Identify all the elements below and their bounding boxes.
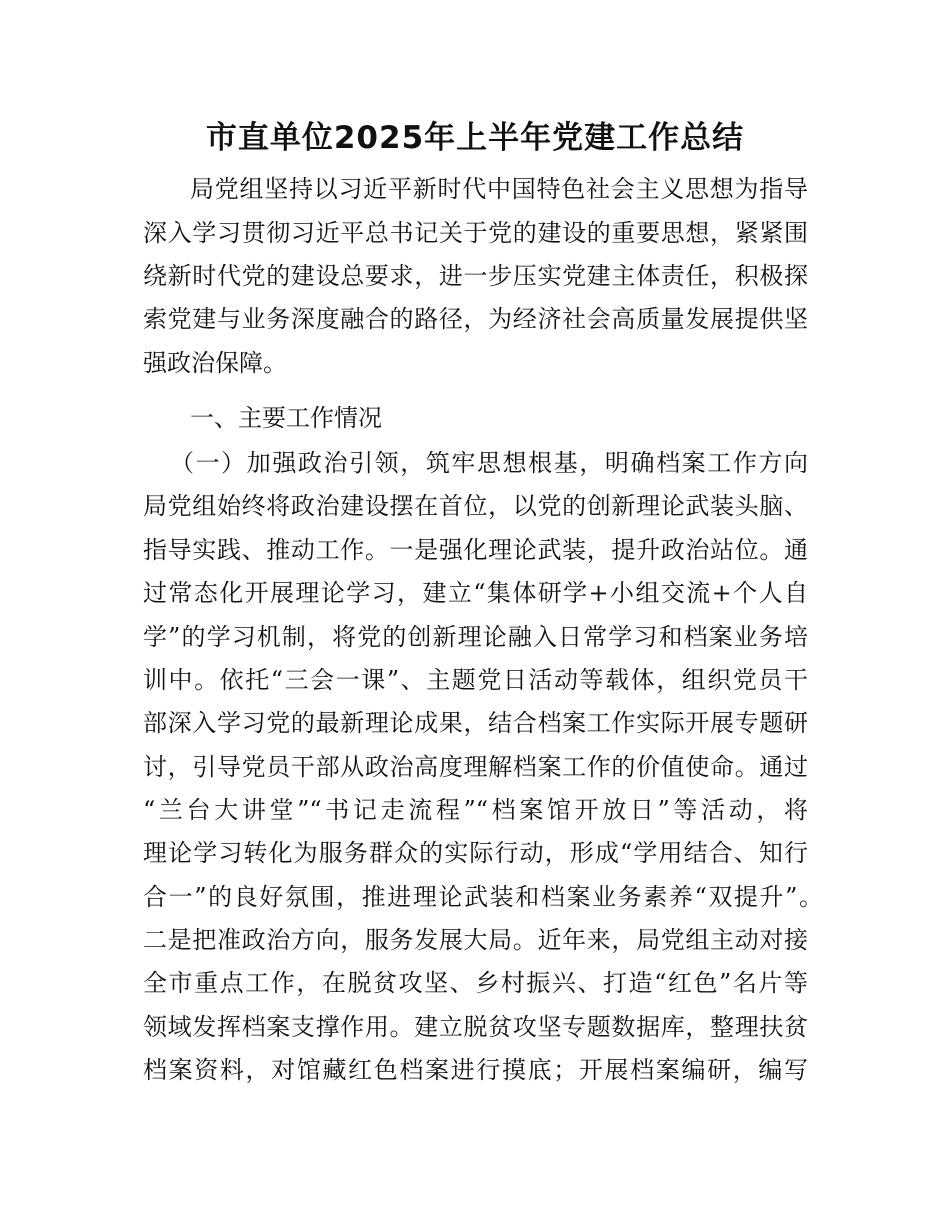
intro-line: 深入学习贯彻习近平总书记关于党的建设的重要思想，紧紧围 bbox=[143, 219, 808, 247]
body-line: 部深入学习党的最新理论成果，结合档案工作实际开展专题研 bbox=[143, 709, 808, 737]
body-line: 过常态化开展理论学习，建立“集体研学+小组交流+个人自 bbox=[143, 579, 808, 607]
body-line: 指导实践、推动工作。一是强化理论武装，提升政治站位。通 bbox=[143, 536, 808, 564]
body-line: “兰台大讲堂”“书记走流程”“档案馆开放日”等活动，将 bbox=[143, 796, 808, 824]
body-line: 领域发挥档案支撑作用。建立脱贫攻坚专题数据库，整理扶贫 bbox=[143, 1013, 808, 1041]
intro-line: 索党建与业务深度融合的路径，为经济社会高质量发展提供坚 bbox=[143, 305, 808, 333]
body-line: 全市重点工作，在脱贫攻坚、乡村振兴、打造“红色”名片等 bbox=[143, 969, 808, 997]
section-heading: 一、主要工作情况 bbox=[190, 404, 382, 432]
body-line: 理论学习转化为服务群众的实际行动，形成“学用结合、知行 bbox=[143, 839, 808, 867]
intro-line: 绕新时代党的建设总要求，进一步压实党建主体责任，积极探 bbox=[143, 262, 808, 290]
body-line: 训中。依托“三会一课”、主题党日活动等载体，组织党员干 bbox=[143, 666, 808, 694]
body-line: 二是把准政治方向，服务发展大局。近年来，局党组主动对接 bbox=[143, 926, 808, 954]
document-title: 市直单位2025年上半年党建工作总结 bbox=[205, 120, 745, 156]
body-line: 局党组始终将政治建设摆在首位，以党的创新理论武装头脑、 bbox=[143, 492, 808, 520]
intro-line: 强政治保障。 bbox=[143, 349, 287, 377]
body-line: 讨，引导党员干部从政治高度理解档案工作的价值使命。通过 bbox=[143, 753, 808, 781]
body-line: 合一”的良好氛围，推进理论武装和档案业务素养“双提升”。 bbox=[143, 883, 823, 911]
body-line: 档案资料，对馆藏红色档案进行摸底；开展档案编研，编写 bbox=[143, 1056, 808, 1084]
body-line: 学”的学习机制，将党的创新理论融入日常学习和档案业务培 bbox=[143, 623, 808, 651]
intro-line: 局党组坚持以习近平新时代中国特色社会主义思想为指导 bbox=[190, 175, 808, 203]
subsection-heading: （一）加强政治引领，筑牢思想根基，明确档案工作方向 bbox=[170, 449, 808, 477]
